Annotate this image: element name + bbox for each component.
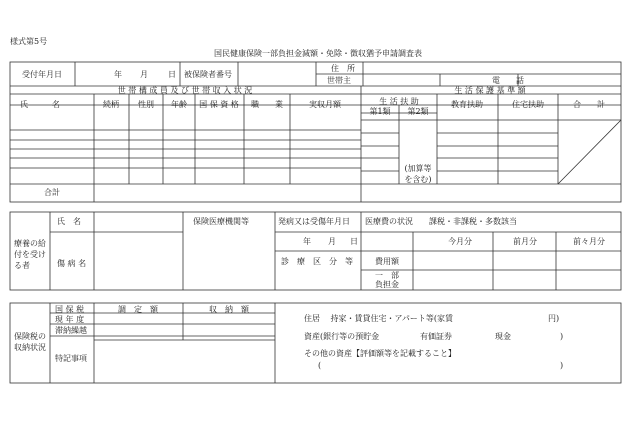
standard-heading: 生 活 保 護 基 準 額 xyxy=(454,86,526,95)
form-title: 国民健康保険一部負担金減額・免除・徴収猶予申請調査表 xyxy=(214,49,422,58)
col-monthly-income: 実収月額 xyxy=(309,100,341,109)
collected-amount-label: 収 納 額 xyxy=(209,305,249,314)
form-number: 様式第5号 xyxy=(10,37,48,46)
this-month-label: 今月分 xyxy=(448,237,472,246)
household-total-label: 合計 xyxy=(44,188,60,197)
col-age: 年齢 xyxy=(171,100,187,109)
phone-label: 電 話 xyxy=(492,76,524,85)
rent-yen-label: 円) xyxy=(548,314,560,323)
copay-label-line1: 一 部 xyxy=(375,271,399,280)
two-months-ago-label: 前々月分 xyxy=(573,237,605,246)
education-aid-label: 教育扶助 xyxy=(451,100,483,109)
assets-label: 資産(銀行等の預貯金 xyxy=(304,332,380,341)
disease-label: 傷 病 名 xyxy=(57,259,87,268)
total-label: 合 計 xyxy=(573,100,605,109)
category-label: 診 療 区 分 等 xyxy=(281,257,353,266)
col-relation: 続柄 xyxy=(103,100,119,109)
cash-label: 現金 xyxy=(495,332,511,341)
received-year-label: 年 xyxy=(114,70,122,79)
other-assets-label: その他の資産【評価額等を記載すること】 xyxy=(304,349,456,358)
patient-name-label: 氏 名 xyxy=(57,217,81,226)
class2-label: 第2類 xyxy=(407,107,429,116)
householder-label: 世帯主 xyxy=(327,76,351,85)
copay-label-line2: 負担金 xyxy=(375,280,399,289)
medical-status-label: 医療費の状況 課税・非課税・多数該当 xyxy=(365,217,517,226)
housing-aid-label: 住宅扶助 xyxy=(512,100,544,109)
cost-label: 費用額 xyxy=(375,257,399,266)
other-assets-open-paren: ( xyxy=(318,361,322,370)
special-notes-label: 特記事項 xyxy=(55,354,87,363)
institution-label: 保険医療機関等 xyxy=(193,217,249,226)
tax-row-current-year: 現 年 度 xyxy=(55,315,85,324)
tax-row-national: 国 保 税 xyxy=(55,305,85,314)
residence-label: 住居 持家・賃貸住宅・アパート等(家賃 xyxy=(304,314,454,323)
assets-close-paren: ) xyxy=(560,332,564,341)
onset-label: 発病又は受傷年月日 xyxy=(278,217,350,226)
assessed-amount-label: 調 定 額 xyxy=(118,305,158,314)
col-occupation: 職 業 xyxy=(251,100,283,109)
tax-label-line1: 保険税の xyxy=(14,332,46,341)
onset-year-label: 年 xyxy=(303,237,311,246)
tax-row-arrears: 滞納繰越 xyxy=(55,326,87,335)
received-date-label: 受付年月日 xyxy=(22,70,62,79)
received-day-label: 日 xyxy=(168,70,176,79)
insured-number-label: 被保険者番号 xyxy=(184,70,232,79)
onset-month-label: 月 xyxy=(328,237,336,246)
addition-note-line1: (加算等 xyxy=(404,164,432,173)
patient-label: 療養の給付を受ける者 xyxy=(14,239,46,270)
col-name: 氏 名 xyxy=(20,100,60,109)
other-assets-close-paren: ) xyxy=(560,361,564,370)
tax-label-line2: 収納状況 xyxy=(14,343,46,352)
received-month-label: 月 xyxy=(140,70,148,79)
living-aid-label: 生 活 扶 助 xyxy=(379,97,419,106)
col-gender: 性別 xyxy=(138,100,154,109)
address-label: 住 所 xyxy=(331,64,355,73)
securities-label: 有価証券 xyxy=(420,332,452,341)
class1-label: 第1類 xyxy=(369,107,391,116)
last-month-label: 前月分 xyxy=(513,237,537,246)
addition-note-line2: を含む) xyxy=(404,175,432,184)
col-insurance-status: 国 保 資 格 xyxy=(199,100,239,109)
household-heading: 世 帯 構 成 員 及 び 世 帯 収 入 状 況 xyxy=(117,86,253,95)
onset-day-label: 日 xyxy=(350,237,358,246)
